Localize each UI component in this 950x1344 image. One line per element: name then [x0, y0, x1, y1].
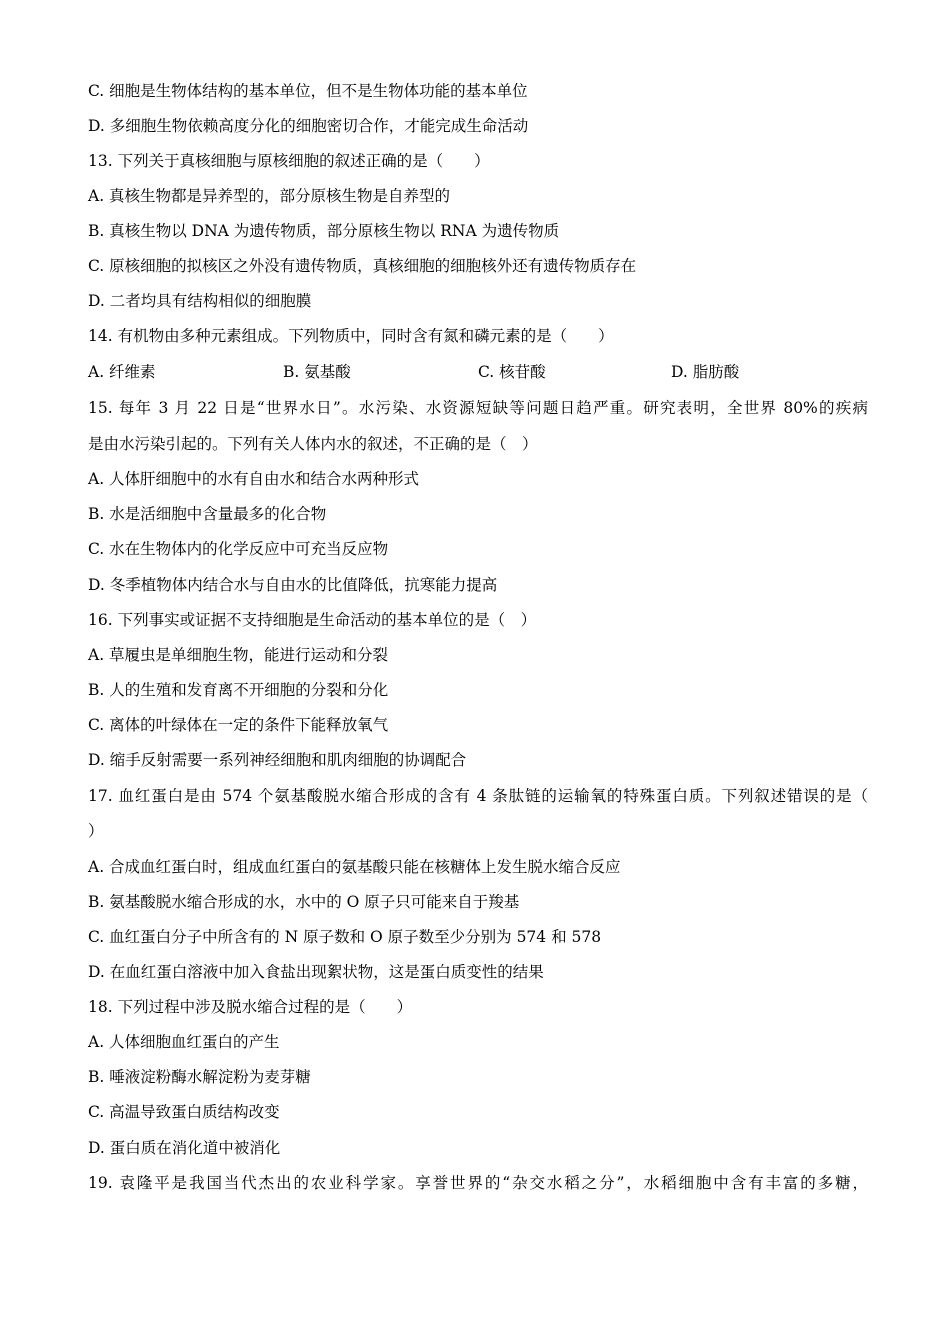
- q18-option-b: B. 唾液淀粉酶水解淀粉为麦芽糖: [88, 1068, 311, 1086]
- q14-option-c: C. 核苷酸: [478, 363, 546, 381]
- q18-stem: 18. 下列过程中涉及脱水缩合过程的是（ ）: [88, 998, 413, 1016]
- q13-stem: 13. 下列关于真核细胞与原核细胞的叙述正确的是（ ）: [88, 152, 490, 170]
- q14-option-b: B. 氨基酸: [283, 363, 351, 381]
- q17-option-c: C. 血红蛋白分子中所含有的 N 原子数和 O 原子数至少分别为 574 和 578: [88, 928, 602, 946]
- q13-option-b: B. 真核生物以 DNA 为遗传物质，部分原核生物以 RNA 为遗传物质: [88, 222, 560, 240]
- q19-stem-line1: 19. 袁隆平是我国当代杰出的农业科学家。享誉世界的“杂交水稻之分”，水稻细胞中含有丰富的多糖，: [88, 1174, 868, 1192]
- q16-option-c: C. 离体的叶绿体在一定的条件下能释放氧气: [88, 716, 389, 734]
- q17-stem-line2: ）: [88, 822, 104, 840]
- q17-stem-line1: 17. 血红蛋白是由 574 个氨基酸脱水缩合形成的含有 4 条肽链的运输氧的特殊蛋白质。下列叙述错误的是（: [88, 787, 868, 805]
- q18-option-a: A. 人体细胞血红蛋白的产生: [88, 1033, 280, 1051]
- q14-option-d: D. 脂肪酸: [671, 363, 740, 381]
- q12-option-d: D. 多细胞生物依赖高度分化的细胞密切合作，才能完成生命活动: [88, 117, 529, 135]
- q16-stem: 16. 下列事实或证据不支持细胞是生命活动的基本单位的是（ ）: [88, 611, 537, 629]
- q14-option-a: A. 纤维素: [88, 363, 156, 381]
- q13-option-a: A. 真核生物都是异养型的，部分原核生物是自养型的: [88, 187, 451, 205]
- q17-option-a: A. 合成血红蛋白时，组成血红蛋白的氨基酸只能在核糖体上发生脱水缩合反应: [88, 858, 621, 876]
- q12-option-c: C. 细胞是生物体结构的基本单位，但不是生物体功能的基本单位: [88, 82, 528, 100]
- q15-stem-line2: 是由水污染引起的。下列有关人体内水的叙述，不正确的是（ ）: [88, 435, 538, 453]
- q13-option-d: D. 二者均具有结构相似的细胞膜: [88, 292, 312, 310]
- q14-stem: 14. 有机物由多种元素组成。下列物质中，同时含有氮和磷元素的是（ ）: [88, 327, 614, 345]
- q15-option-d: D. 冬季植物体内结合水与自由水的比值降低，抗寒能力提高: [88, 576, 498, 594]
- q17-option-b: B. 氨基酸脱水缩合形成的水，水中的 O 原子只可能来自于羧基: [88, 893, 520, 911]
- q18-option-c: C. 高温导致蛋白质结构改变: [88, 1103, 280, 1121]
- q16-option-b: B. 人的生殖和发育离不开细胞的分裂和分化: [88, 681, 389, 699]
- q15-option-a: A. 人体肝细胞中的水有自由水和结合水两种形式: [88, 470, 420, 488]
- q15-stem-line1: 15. 每年 3 月 22 日是“世界水日”。水污染、水资源短缺等问题日趋严重。研究表明，全世界 80%的疾病: [88, 399, 868, 417]
- q16-option-d: D. 缩手反射需要一系列神经细胞和肌肉细胞的协调配合: [88, 751, 467, 769]
- q15-option-c: C. 水在生物体内的化学反应中可充当反应物: [88, 540, 389, 558]
- q18-option-d: D. 蛋白质在消化道中被消化: [88, 1139, 281, 1157]
- q14-options-row: [88, 361, 878, 383]
- q17-option-d: D. 在血红蛋白溶液中加入食盐出现絮状物，这是蛋白质变性的结果: [88, 963, 544, 981]
- q15-option-b: B. 水是活细胞中含量最多的化合物: [88, 505, 327, 523]
- q16-option-a: A. 草履虫是单细胞生物，能进行运动和分裂: [88, 646, 389, 664]
- q13-option-c: C. 原核细胞的拟核区之外没有遗传物质，真核细胞的细胞核外还有遗传物质存在: [88, 257, 637, 275]
